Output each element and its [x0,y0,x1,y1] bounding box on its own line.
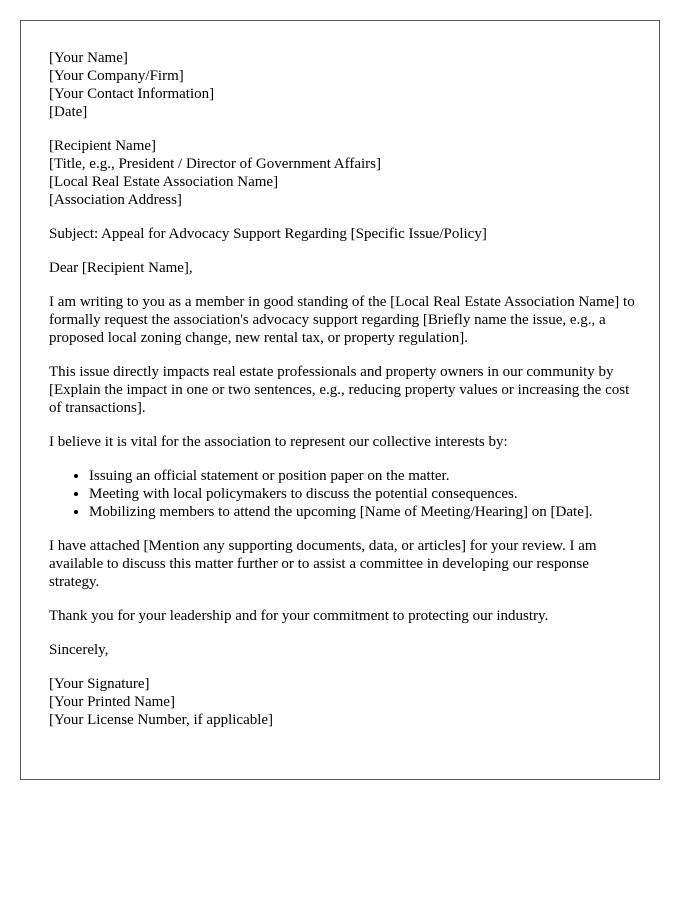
letter-body [49,49,639,729]
sender-block [49,49,639,121]
closing: Sincerely, [49,642,109,658]
salutation: Dear [Recipient Name], [49,260,193,276]
letter-date: [Date] [49,104,88,120]
recipient-association: [Local Real Estate Association Name] [49,174,279,190]
sender-contact: [Your Contact Information] [49,86,215,102]
action-list-item: • Issuing an official statement or position paper on the matter. [89,467,639,485]
printed-name: [Your Printed Name] [49,694,175,710]
license-number: [Your License Number, if applicable] [49,712,274,728]
sender-company: [Your Company/Firm] [49,68,184,84]
sender-name: [Your Name] [49,50,128,66]
recipient-name: [Recipient Name] [49,138,157,154]
paragraph-belief: I believe it is vital for the association to represent our collective interests by: [49,434,508,450]
paragraph-thanks: Thank you for your leadership and for your commitment to protecting our industry. [49,608,549,624]
paragraph-intro: I am writing to you as a member in good standing of the [Local Real Estate Association Name] to formally request the association's advocacy support regarding [Briefly name the issue, e.g., a proposed local zoning change, new rental tax, or property regulation]. [49,294,635,346]
recipient-address: [Association Address] [49,192,182,208]
letter-page [20,20,660,780]
recipient-title: [Title, e.g., President / Director of Government Affairs] [49,156,382,172]
recipient-block [49,137,639,209]
subject-line: Subject: Appeal for Advocacy Support Regarding [Specific Issue/Policy] [49,226,487,242]
action-list-item: • Meeting with local policymakers to discuss the potential consequences. [89,485,639,503]
paragraph-attachments: I have attached [Mention any supporting documents, data, or articles] for your review. I am available to discuss this matter further or to assist a committee in developing our response strategy. [49,538,597,590]
paragraph-impact: This issue directly impacts real estate professionals and property owners in our community by [Explain the impact in one or two sentences, e.g., reducing property values or increasing the cost of transactions]. [49,364,630,416]
signature-line: [Your Signature] [49,676,150,692]
action-list-item: • Mobilizing members to attend the upcoming [Name of Meeting/Hearing] on [Date]. [89,503,639,521]
signature-block [49,675,639,729]
action-list [49,467,639,521]
